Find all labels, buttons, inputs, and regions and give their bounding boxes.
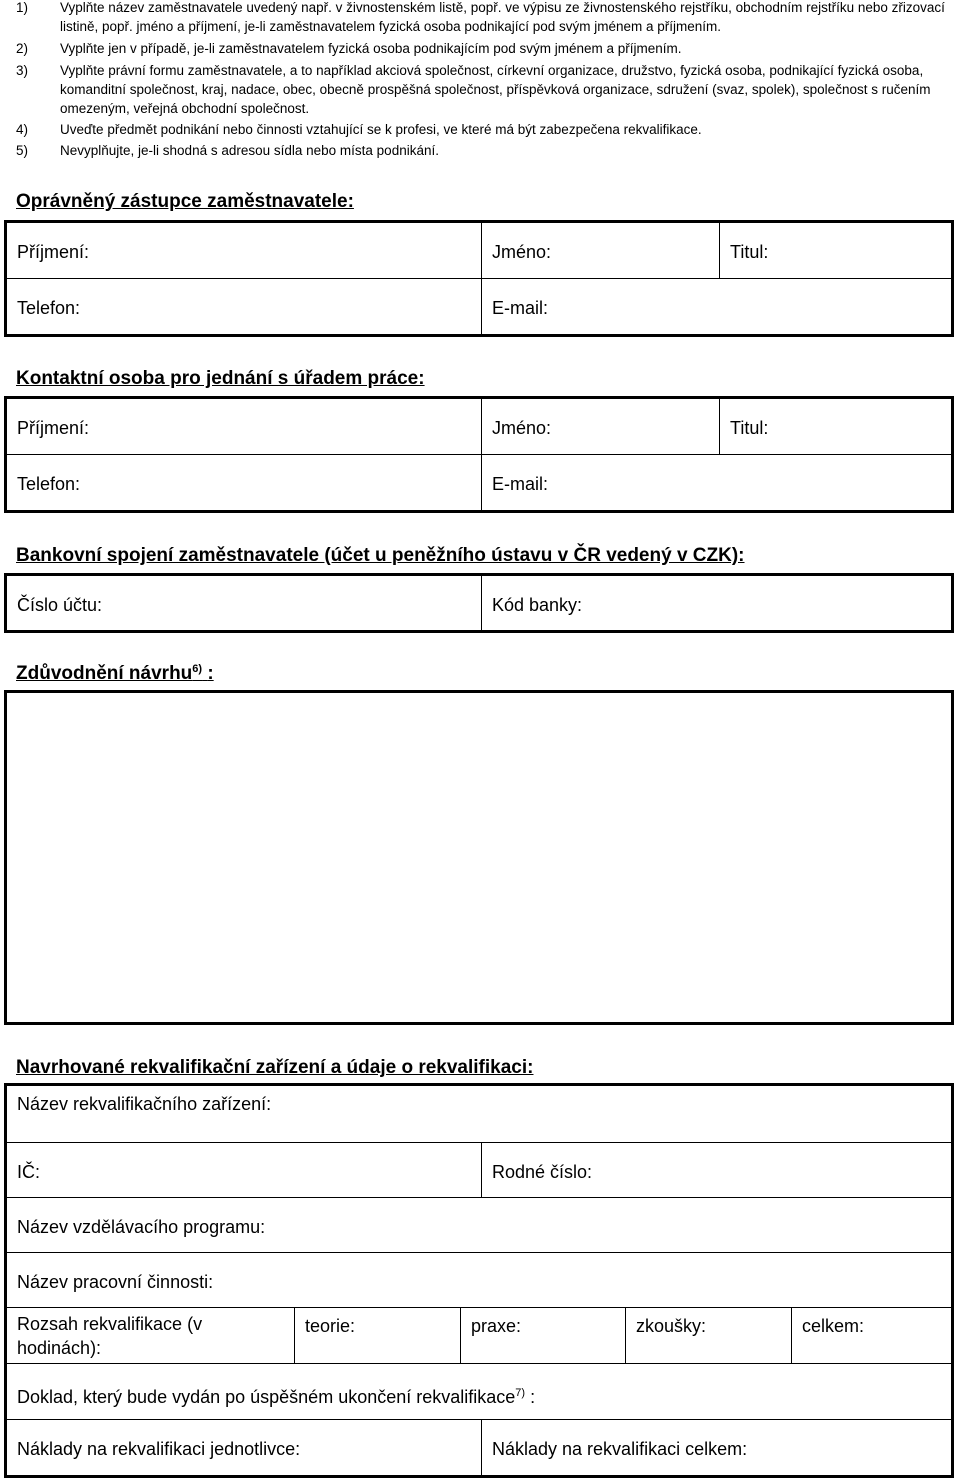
title-label: Titul: xyxy=(730,418,769,438)
certificate-footnote-ref: 7) xyxy=(515,1387,526,1399)
email-field[interactable] xyxy=(481,279,951,334)
work-activity-row xyxy=(7,1253,951,1308)
justification-heading xyxy=(16,663,214,685)
program-name-field[interactable] xyxy=(7,1198,951,1252)
scope-field xyxy=(7,1308,294,1363)
facility-name-label: Název rekvalifikačního zařízení: xyxy=(17,1094,272,1114)
justification-heading-text: Zdůvodnění návrhu xyxy=(16,663,193,684)
phone-field[interactable] xyxy=(7,455,481,510)
bank-row xyxy=(7,576,951,630)
title-label: Titul: xyxy=(730,242,769,262)
account-number-field[interactable] xyxy=(7,576,481,630)
practice-label: praxe: xyxy=(471,1316,522,1336)
retraining-table xyxy=(4,1083,954,1478)
footnote-text: Vyplňte právní formu zaměstnavatele, a to například akciová společnost, církevní organizace, družstvo, fyzická osoba, podnikající fyzická osoba, komanditní společnost, kraj, nadace, obec, obecně prospěšná společnost, příspěvková organizace, sdružení (svaz, spolek), společnost s ručením omezeným, veřejná obchodní společnost. xyxy=(60,63,931,116)
certificate-field[interactable] xyxy=(7,1364,951,1419)
title-field[interactable] xyxy=(719,399,951,454)
certificate-label-colon: : xyxy=(530,1387,536,1407)
program-name-label: Název vzdělávacího programu: xyxy=(17,1217,266,1237)
surname-label: Příjmení: xyxy=(17,418,90,438)
total-label: celkem: xyxy=(802,1316,865,1336)
contact-row-2 xyxy=(7,455,951,510)
name-label: Jméno: xyxy=(492,242,552,262)
footnote-text: Uveďte předmět podnikání nebo činnosti vztahující se k profesi, ve které má být zabezpečena rekvalifikace. xyxy=(60,122,702,137)
certificate-row xyxy=(7,1364,951,1420)
ic-label: IČ: xyxy=(17,1162,41,1182)
email-label: E-mail: xyxy=(492,298,549,318)
surname-field[interactable] xyxy=(7,223,481,278)
name-label: Jméno: xyxy=(492,418,552,438)
facility-name-field[interactable] xyxy=(7,1086,951,1142)
justification-heading-colon: : xyxy=(207,663,214,684)
work-activity-field[interactable] xyxy=(7,1253,951,1307)
certificate-label-text: Doklad, který bude vydán po úspěšném ukončení rekvalifikace xyxy=(17,1387,516,1407)
theory-field[interactable] xyxy=(294,1308,460,1363)
bank-code-label: Kód banky: xyxy=(492,595,583,615)
footnote-number: 1) xyxy=(16,0,29,15)
facility-name-row xyxy=(7,1086,951,1143)
ic-field[interactable] xyxy=(7,1143,481,1197)
costs-row xyxy=(7,1420,951,1475)
footnote-number: 2) xyxy=(16,41,29,56)
surname-field[interactable] xyxy=(7,399,481,454)
justification-footnote-ref: 6) xyxy=(192,663,203,675)
bank-table xyxy=(4,573,954,633)
representative-heading: Oprávněný zástupce zaměstnavatele: xyxy=(16,191,354,212)
ic-row xyxy=(7,1143,951,1198)
name-field[interactable] xyxy=(481,399,719,454)
name-field[interactable] xyxy=(481,223,719,278)
footnote-number: 4) xyxy=(16,122,29,137)
exams-field[interactable] xyxy=(625,1308,791,1363)
contact-heading: Kontaktní osoba pro jednání s úřadem práce: xyxy=(16,368,425,389)
email-field[interactable] xyxy=(481,455,951,510)
justification-textarea[interactable] xyxy=(4,690,954,1025)
contact-row-1 xyxy=(7,399,951,455)
program-name-row xyxy=(7,1198,951,1253)
scope-row xyxy=(7,1308,951,1364)
representative-table xyxy=(4,220,954,337)
surname-label: Příjmení: xyxy=(17,242,90,262)
footnote-text: Vyplňte název zaměstnavatele uvedený např. v živnostenském listě, popř. ve výpisu ze živnostenského rejstříku, obchodním rejstříku nebo zřizovací listině, popř. jméno a příjmení, je-li zaměstnavatelem fyzická osoba podnikající pod svým jménem a příjmením. xyxy=(60,0,945,34)
birth-number-field[interactable] xyxy=(481,1143,951,1197)
retraining-heading: Navrhované rekvalifikační zařízení a údaje o rekvalifikaci: xyxy=(16,1057,534,1078)
total-field[interactable] xyxy=(791,1308,951,1363)
cost-individual-label: Náklady na rekvalifikaci jednotlivce: xyxy=(17,1439,301,1459)
cost-total-label: Náklady na rekvalifikaci celkem: xyxy=(492,1439,748,1459)
work-activity-label: Název pracovní činnosti: xyxy=(17,1272,214,1292)
footnote-text: Vyplňte jen v případě, je-li zaměstnavatelem fyzická osoba podnikajícím pod svým jménem a příjmením. xyxy=(60,41,682,56)
certificate-label xyxy=(17,1381,535,1409)
bank-heading: Bankovní spojení zaměstnavatele (účet u peněžního ústavu v ČR vedený v CZK): xyxy=(16,545,745,566)
footnote-number: 5) xyxy=(16,143,29,158)
scope-label: Rozsah rekvalifikace (v hodinách): xyxy=(17,1314,203,1358)
cost-total-field[interactable] xyxy=(481,1420,951,1475)
account-number-label: Číslo účtu: xyxy=(17,595,103,615)
cost-individual-field[interactable] xyxy=(7,1420,481,1475)
phone-label: Telefon: xyxy=(17,298,81,318)
phone-label: Telefon: xyxy=(17,474,81,494)
representative-row-1 xyxy=(7,223,951,279)
bank-code-field[interactable] xyxy=(481,576,951,630)
footnote-text: Nevyplňujte, je-li shodná s adresou sídla nebo místa podnikání. xyxy=(60,143,439,158)
representative-row-2 xyxy=(7,279,951,334)
practice-field[interactable] xyxy=(460,1308,625,1363)
birth-number-label: Rodné číslo: xyxy=(492,1162,593,1182)
contact-table xyxy=(4,396,954,513)
title-field[interactable] xyxy=(719,223,951,278)
email-label: E-mail: xyxy=(492,474,549,494)
theory-label: teorie: xyxy=(305,1316,356,1336)
phone-field[interactable] xyxy=(7,279,481,334)
exams-label: zkoušky: xyxy=(636,1316,707,1336)
footnote-number: 3) xyxy=(16,63,29,78)
